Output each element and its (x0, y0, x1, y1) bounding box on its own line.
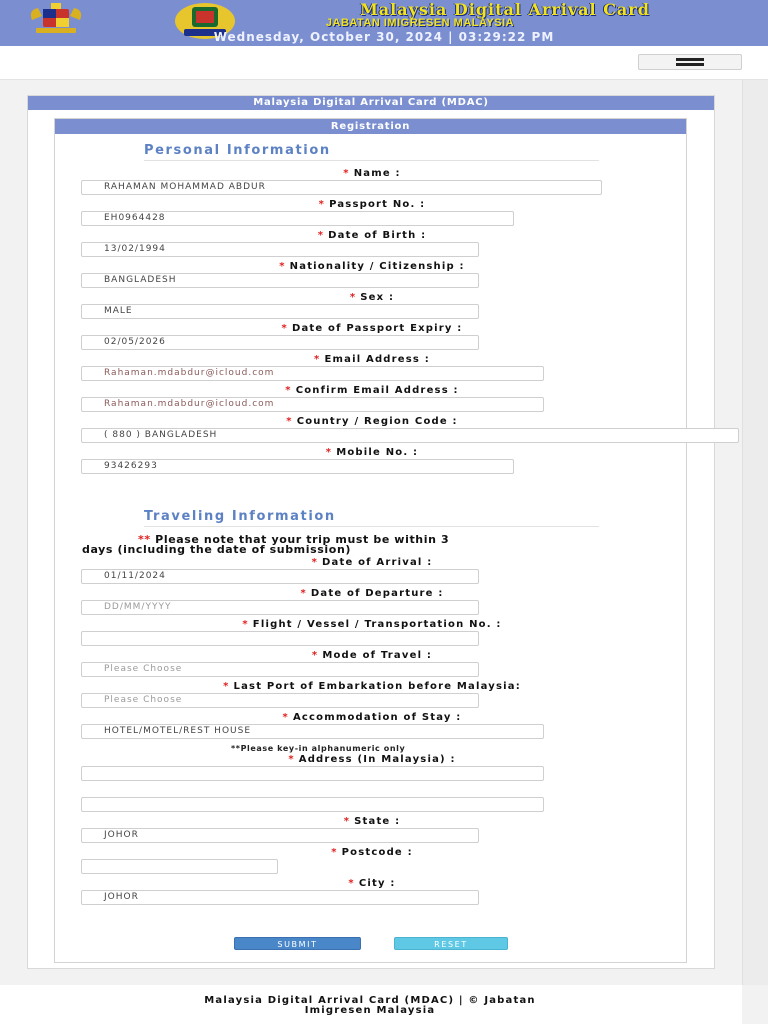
flight-no-field[interactable] (81, 631, 479, 646)
address-line2-field[interactable] (81, 797, 544, 812)
postcode-field[interactable] (81, 859, 278, 874)
arrival-date-field[interactable]: 01/11/2024 (81, 569, 479, 584)
city-select[interactable]: JOHOR (81, 890, 479, 905)
confirm-email-field[interactable]: Rahaman.mdabdur@icloud.com (81, 397, 544, 412)
footer-copyright: Malaysia Digital Arrival Card (MDAC) | © Jabatan Imigresen Malaysia (204, 995, 536, 1016)
state-label: * State : (343, 816, 401, 827)
passport-field[interactable]: EH0964428 (81, 211, 514, 226)
accommodation-label: * Accommodation of Stay : (282, 712, 462, 723)
menu-toggle-button[interactable] (638, 54, 742, 70)
city-label: * City : (348, 878, 396, 889)
page-footer (0, 985, 742, 1024)
address-line1-field[interactable] (81, 766, 544, 781)
country-code-label: * Country / Region Code : (286, 416, 458, 427)
address-hint: **Please key-in alphanumeric only (231, 744, 406, 753)
reset-button[interactable]: RESET (394, 937, 508, 950)
embarkation-port-label: * Last Port of Embarkation before Malaysia: (223, 681, 521, 692)
flight-no-label: * Flight / Vessel / Transportation No. : (242, 619, 502, 630)
personal-info-heading: Personal Information (144, 143, 331, 158)
nav-bar (0, 46, 768, 80)
address-label: * Address (In Malaysia) : (288, 754, 456, 765)
travel-info-heading: Traveling Information (144, 509, 336, 524)
passport-expiry-field[interactable]: 02/05/2026 (81, 335, 479, 350)
email-field[interactable]: Rahaman.mdabdur@icloud.com (81, 366, 544, 381)
departure-date-label: * Date of Departure : (300, 588, 444, 599)
app-header (0, 0, 768, 46)
postcode-label: * Postcode : (331, 847, 413, 858)
dob-label: * Date of Birth : (317, 230, 427, 241)
hamburger-menu-icon (676, 58, 704, 66)
nationality-label: * Nationality / Citizenship : (279, 261, 465, 272)
panel-title: Registration (55, 119, 686, 134)
sex-label: * Sex : (349, 292, 395, 303)
mobile-field[interactable]: 93426293 (81, 459, 514, 474)
country-code-select[interactable]: ( 880 ) BANGLADESH (81, 428, 739, 443)
mobile-label: * Mobile No. : (325, 447, 419, 458)
current-datetime: Wednesday, October 30, 2024 | 03:29:22 PM (213, 30, 555, 44)
passport-label: * Passport No. : (318, 199, 426, 210)
dob-field[interactable]: 13/02/1994 (81, 242, 479, 257)
confirm-email-label: * Confirm Email Address : (285, 385, 459, 396)
travel-mode-select[interactable]: Please Choose (81, 662, 479, 677)
passport-expiry-label: * Date of Passport Expiry : (281, 323, 463, 334)
divider (144, 160, 599, 161)
page-scrollbar[interactable] (742, 80, 768, 985)
email-label: * Email Address : (314, 354, 430, 365)
travel-mode-label: * Mode of Travel : (311, 650, 433, 661)
accommodation-select[interactable]: HOTEL/MOTEL/REST HOUSE (81, 724, 544, 739)
submit-button[interactable]: SUBMIT (234, 937, 361, 950)
app-title: Malaysia Digital Arrival Card (360, 0, 650, 19)
departure-date-field[interactable]: DD/MM/YYYY (81, 600, 479, 615)
trip-window-note: ** Please note that your trip must be within 3 days (including the date of submission) (82, 533, 450, 556)
state-select[interactable]: JOHOR (81, 828, 479, 843)
divider (144, 526, 599, 527)
sex-select[interactable]: MALE (81, 304, 479, 319)
nationality-select[interactable]: BANGLADESH (81, 273, 479, 288)
arrival-date-label: * Date of Arrival : (311, 557, 433, 568)
app-subtitle: JABATAN IMIGRESEN MALAYSIA (325, 17, 515, 29)
name-field[interactable]: RAHAMAN MOHAMMAD ABDUR (81, 180, 602, 195)
embarkation-port-select[interactable]: Please Choose (81, 693, 479, 708)
name-label: * Name : (343, 168, 401, 179)
card-title: Malaysia Digital Arrival Card (MDAC) (28, 96, 714, 110)
